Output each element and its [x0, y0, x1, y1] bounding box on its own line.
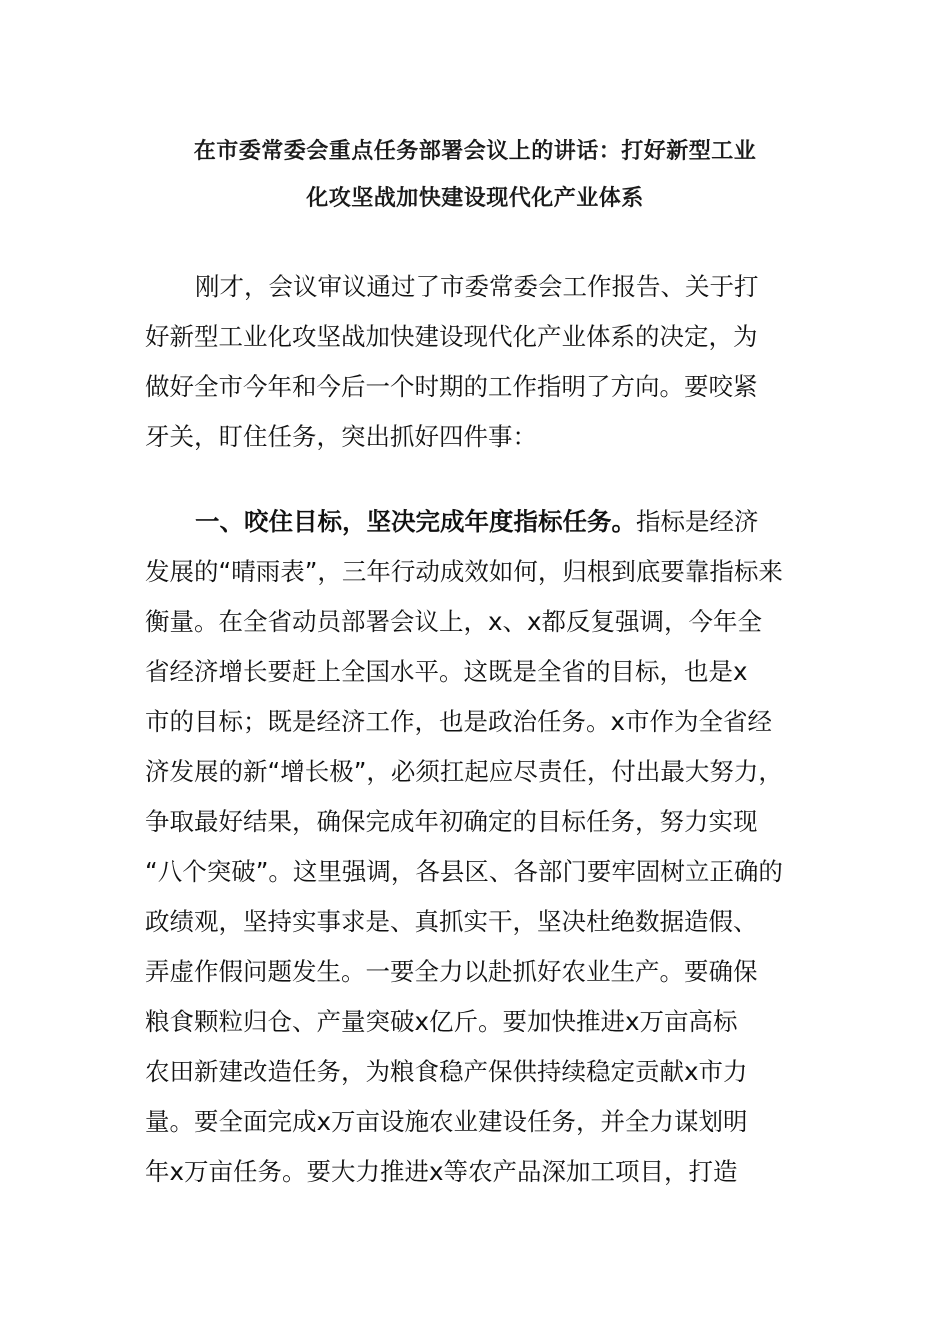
- paragraph-line: 年x万亩任务。要大力推进x等农产品深加工项目，打造: [145, 1157, 738, 1186]
- document-title: [120, 128, 830, 222]
- paragraph-line: 刚才，会议审议通过了市委常委会工作报告、关于打: [195, 272, 759, 301]
- paragraph-line: 农田新建改造任务，为粮食稳产保供持续稳定贡献x市力: [145, 1057, 748, 1086]
- paragraph-line: 发展的“晴雨表”，三年行动成效如何，归根到底要靠指标来: [145, 557, 783, 586]
- paragraph-line: 量。要全面完成x万亩设施农业建设任务，并全力谋划明: [145, 1107, 748, 1136]
- paragraph-line: “八个突破”。这里强调，各县区、各部门要牢固树立正确的: [145, 857, 783, 886]
- paragraph-line: 好新型工业化攻坚战加快建设现代化产业体系的决定，为: [145, 322, 758, 351]
- title-line: 化攻坚战加快建设现代化产业体系: [306, 186, 644, 211]
- paragraph-section-one: [145, 497, 815, 1197]
- paragraph-line: 弄虚作假问题发生。一要全力以赴抓好农业生产。要确保: [145, 957, 758, 986]
- paragraph-first-line: [145, 497, 815, 547]
- paragraph-line-rest: 指标是经济: [636, 507, 759, 536]
- paragraph-line: 做好全市今年和今后一个时期的工作指明了方向。要咬紧: [145, 372, 758, 401]
- paragraph-line: 衡量。在全省动员部署会议上，x、x都反复强调，今年全: [145, 607, 762, 636]
- title-line: 在市委常委会重点任务部署会议上的讲话：打好新型工业: [193, 139, 757, 164]
- paragraph-line: 济发展的新“增长极”，必须扛起应尽责任，付出最大努力，: [145, 757, 783, 786]
- paragraph-line: 省经济增长要赶上全国水平。这既是全省的目标，也是x: [145, 657, 748, 686]
- section-heading: 一、咬住目标，坚决完成年度指标任务。: [195, 507, 636, 536]
- paragraph-line: 争取最好结果，确保完成年初确定的目标任务，努力实现: [145, 807, 758, 836]
- paragraph-line: 政绩观，坚持实事求是、真抓实干，坚决杜绝数据造假、: [145, 907, 758, 936]
- paragraph-line: 牙关，盯住任务，突出抓好四件事：: [145, 422, 537, 451]
- paragraph-line: 市的目标；既是经济工作，也是政治任务。x市作为全省经: [145, 707, 772, 736]
- paragraph-intro: [145, 262, 815, 462]
- paragraph-line: 粮食颗粒归仓、产量突破x亿斤。要加快推进x万亩高标: [145, 1007, 738, 1036]
